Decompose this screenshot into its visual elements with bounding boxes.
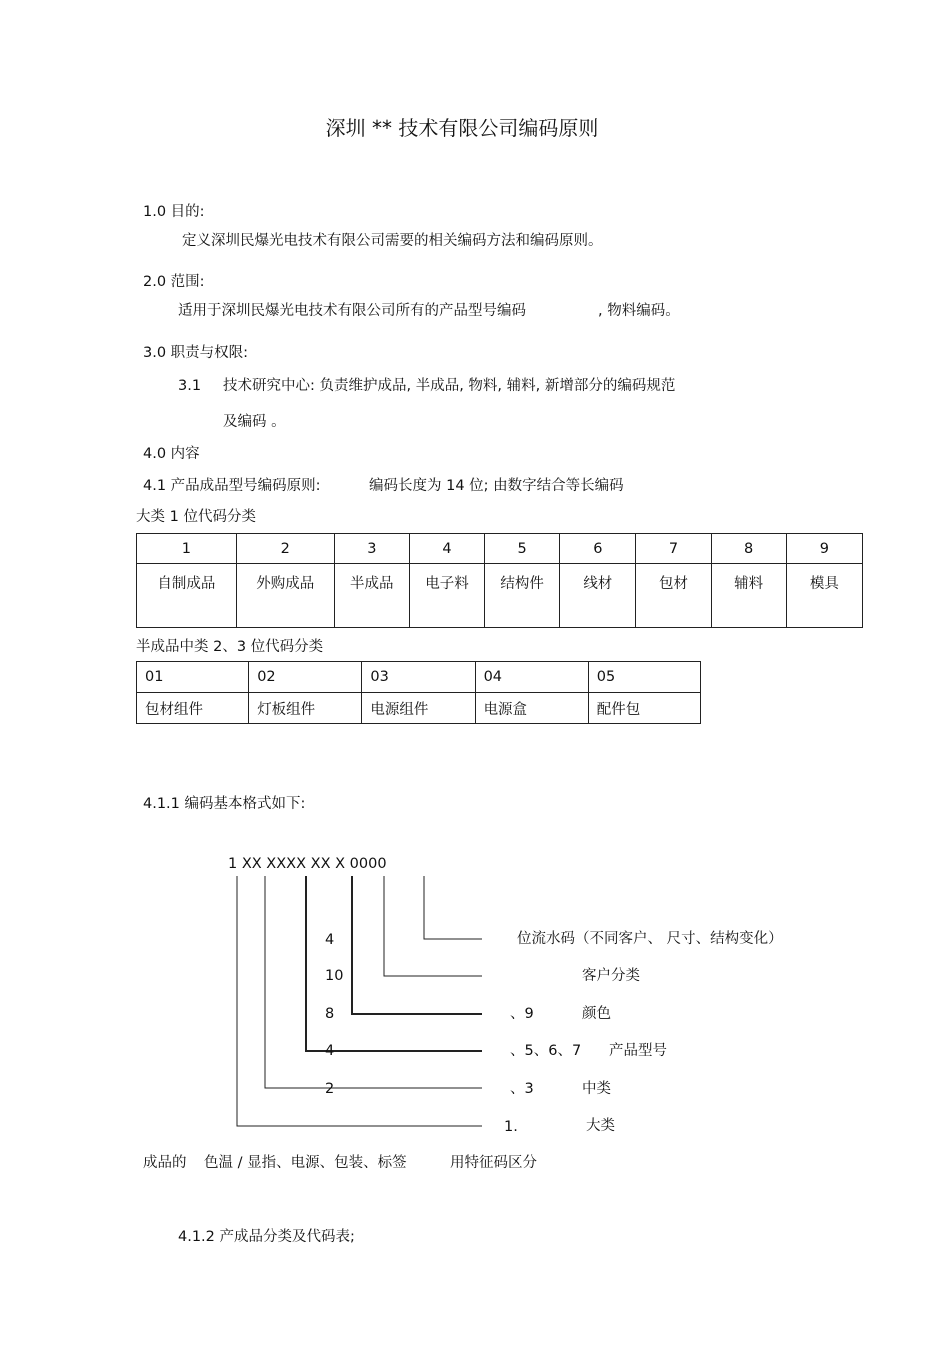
rule-4-1-label: 4.1 产品成品型号编码原则: [143,478,321,494]
category-name-cell: 线材 [560,564,636,628]
note-c: 用特征码区分 [450,1155,537,1171]
note-b: 色温 / 显指、电源、包装、标签 [204,1155,407,1171]
label-model: 产品型号 [609,1043,667,1059]
category-code-cell: 7 [636,534,711,564]
customer-leader [384,876,482,976]
section-1-body: 定义深圳民爆光电技术有限公司需要的相关编码方法和编码原则。 [182,233,603,249]
category-code-cell: 4 [409,534,484,564]
category-code-cell: 6 [560,534,636,564]
section-1-heading: 1.0 目的: [143,204,205,220]
serial-leader [424,876,482,939]
category-name-cell: 外购成品 [236,564,334,628]
pos-color: 、9 [510,1006,534,1022]
middle-class-leader [265,876,482,1088]
color-leader [352,876,482,1014]
label-serial: 位流水码（不同客户、 尺寸、结构变化） [517,931,783,947]
digit-model: 4 [325,1043,335,1059]
pos-major: 1. [504,1119,518,1135]
format-heading: 4.1.1 编码基本格式如下: [143,796,306,812]
label-middle: 中类 [582,1081,611,1097]
section-3-1-number: 3.1 [178,378,202,394]
rule-4-1-text: 编码长度为 14 位; 由数字结合等长编码 [369,478,624,494]
category-name-cell: 辅料 [711,564,786,628]
category-code-cell: 9 [786,534,862,564]
digit-serial: 4 [325,932,335,948]
mid-class-name-cell: 电源盒 [475,693,588,724]
mid-class-name-cell: 包材组件 [137,693,249,724]
category-code-cell: 1 [137,534,237,564]
section-4-heading: 4.0 内容 [143,446,200,462]
section-2-heading: 2.0 范围: [143,274,205,290]
pos-middle: 、3 [510,1081,534,1097]
label-major: 大类 [586,1118,615,1134]
label-customer: 客户分类 [582,968,640,984]
section-3-1-body: 技术研究中心: 负责维护成品, 半成品, 物料, 辅料, 新增部分的编码规范 [223,378,676,394]
table1-caption: 大类 1 位代码分类 [136,509,256,525]
section-4-1-2-heading: 4.1.2 产成品分类及代码表; [178,1229,355,1245]
model-leader [306,876,482,1051]
mid-class-name-cell: 配件包 [588,693,700,724]
section-2-body-b: , 物料编码。 [598,303,680,319]
mid-class-code-cell: 01 [137,662,249,693]
mid-class-name-cell: 电源组件 [362,693,475,724]
section-3-1-body-cont: 及编码 。 [223,414,286,430]
digit-customer: 10 [325,968,344,984]
category-name-cell: 电子料 [409,564,484,628]
category-code-cell: 5 [485,534,560,564]
digit-color: 8 [325,1006,335,1022]
mid-class-code-cell: 05 [588,662,700,693]
category-name-cell: 结构件 [485,564,560,628]
pos-model: 、5、6、7 [510,1043,582,1059]
mid-class-code-cell: 04 [475,662,588,693]
category-name-cell: 包材 [636,564,711,628]
page-title: 深圳 ** 技术有限公司编码原则 [325,116,599,140]
digit-middle: 2 [325,1081,335,1097]
category-code-cell: 3 [334,534,409,564]
category-code-cell: 2 [236,534,334,564]
section-2-body-a: 适用于深圳民爆光电技术有限公司所有的产品型号编码 [178,303,526,319]
mid-class-name-cell: 灯板组件 [249,693,362,724]
category-name-cell: 自制成品 [137,564,237,628]
category-code-cell: 8 [711,534,786,564]
category-name-cell: 模具 [786,564,862,628]
category-name-cell: 半成品 [334,564,409,628]
section-3-heading: 3.0 职责与权限: [143,345,249,361]
label-color: 颜色 [582,1006,611,1022]
mid-class-code-cell: 03 [362,662,475,693]
table2-caption: 半成品中类 2、3 位代码分类 [136,639,324,655]
code-format: 1 XX XXXX XX X 0000 [228,856,387,872]
mid-class-code-cell: 02 [249,662,362,693]
note-a: 成品的 [143,1155,187,1171]
